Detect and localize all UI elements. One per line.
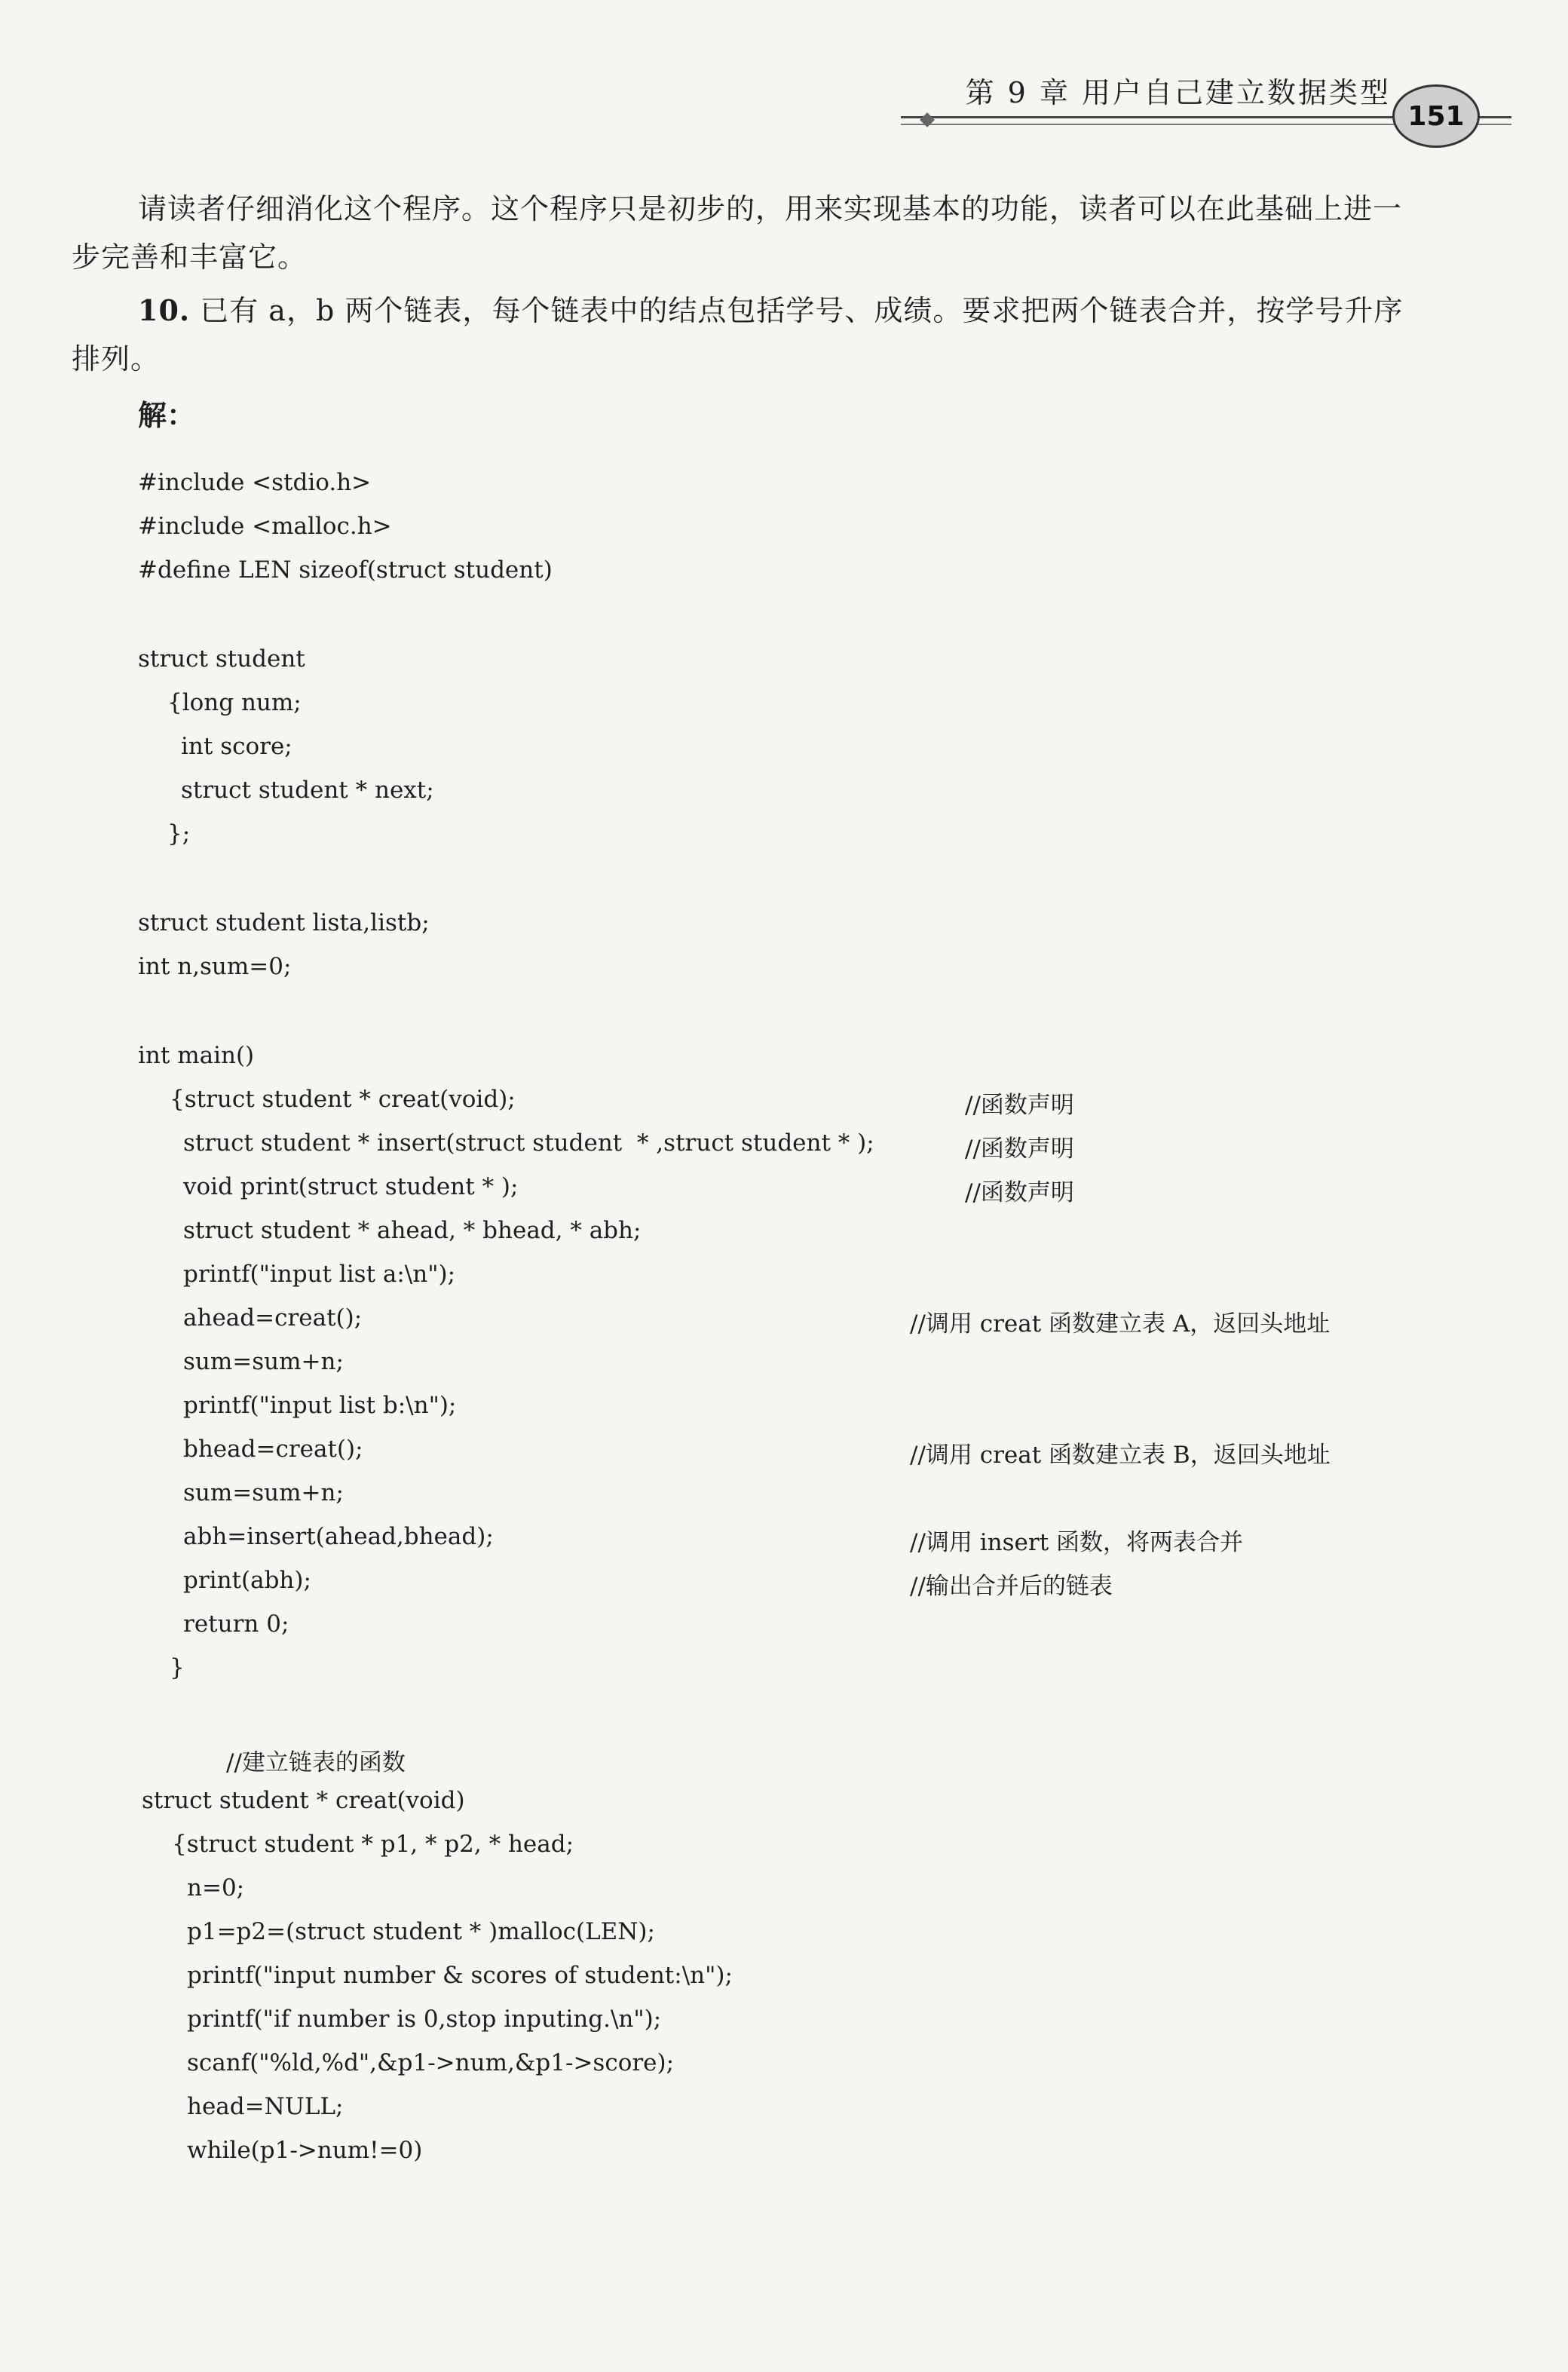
- code-line: printf("input list a:\n");: [183, 1261, 456, 1288]
- code-line: struct student * next;: [181, 777, 434, 804]
- code-comment: //调用 creat 函数建立表 A，返回头地址: [910, 1310, 1331, 1338]
- code-line: printf("input number & scores of student:\n");: [187, 1962, 733, 1989]
- chapter-title: 第 9 章 用户自己建立数据类型: [965, 76, 1391, 109]
- code-line: abh=insert(ahead,bhead);: [183, 1523, 494, 1550]
- code-line: while(p1->num!=0): [187, 2137, 423, 2164]
- code-line: #include <stdio.h>: [138, 469, 372, 496]
- code-line: scanf("%ld,%d",&p1->num,&p1->score);: [187, 2049, 675, 2076]
- code-line: head=NULL;: [187, 2093, 344, 2120]
- code-line: ahead=creat();: [183, 1304, 363, 1332]
- code-line: {long num;: [167, 689, 302, 716]
- code-line: };: [167, 820, 191, 847]
- code-line: print(abh);: [183, 1567, 311, 1594]
- code-comment: //建立链表的函数: [226, 1749, 406, 1776]
- code-line: {struct student * p1, * p2, * head;: [172, 1831, 574, 1858]
- code-line: {struct student * creat(void);: [170, 1086, 516, 1113]
- question-paragraph: [72, 287, 1429, 383]
- code-line: p1=p2=(struct student * )malloc(LEN);: [187, 1918, 655, 1945]
- code-line: struct student * insert(struct student * ,struct student * );: [183, 1129, 874, 1157]
- code-line: }: [170, 1654, 185, 1681]
- code-line: printf("input list b:\n");: [183, 1392, 457, 1419]
- intro-paragraph: 请读者仔细消化这个程序。这个程序只是初步的，用来实现基本的功能，读者可以在此基础上进一步完善和丰富它。: [72, 192, 1403, 274]
- code-comment: //调用 creat 函数建立表 B，返回头地址: [910, 1442, 1331, 1469]
- code-line: struct student lista,listb;: [138, 909, 430, 936]
- code-comment: //函数声明: [965, 1179, 1074, 1206]
- code-line: void print(struct student * );: [183, 1173, 519, 1200]
- page-number: 151: [1407, 100, 1465, 132]
- code-line: sum=sum+n;: [183, 1479, 344, 1506]
- code-line: int n,sum=0;: [138, 953, 292, 980]
- code-comment: //调用 insert 函数，将两表合并: [910, 1529, 1244, 1556]
- question-text: 已有 a，b 两个链表，每个链表中的结点包括学号、成绩。要求把两个链表合并，按学号升序排列。: [72, 294, 1404, 375]
- code-comment: //输出合并后的链表: [910, 1573, 1113, 1600]
- code-line: int score;: [181, 733, 292, 760]
- code-line: #include <malloc.h>: [138, 513, 392, 540]
- code-line: n=0;: [187, 1874, 245, 1902]
- page-number-badge: [1392, 84, 1480, 148]
- code-line: struct student: [138, 645, 305, 673]
- code-comment: //函数声明: [965, 1135, 1074, 1163]
- code-line: bhead=creat();: [183, 1436, 363, 1463]
- question-number: 10.: [138, 293, 191, 327]
- code-line: return 0;: [183, 1610, 289, 1638]
- code-line: sum=sum+n;: [183, 1348, 344, 1375]
- code-line: int main(): [138, 1042, 255, 1069]
- code-line: printf("if number is 0,stop inputing.\n");: [187, 2006, 662, 2033]
- running-header: [893, 62, 1542, 152]
- solution-label: 解：: [138, 398, 196, 432]
- code-comment: //函数声明: [965, 1092, 1074, 1119]
- code-line: #define LEN sizeof(struct student): [138, 556, 553, 584]
- code-line: struct student * creat(void): [142, 1787, 465, 1814]
- code-line: struct student * ahead, * bhead, * abh;: [183, 1217, 642, 1244]
